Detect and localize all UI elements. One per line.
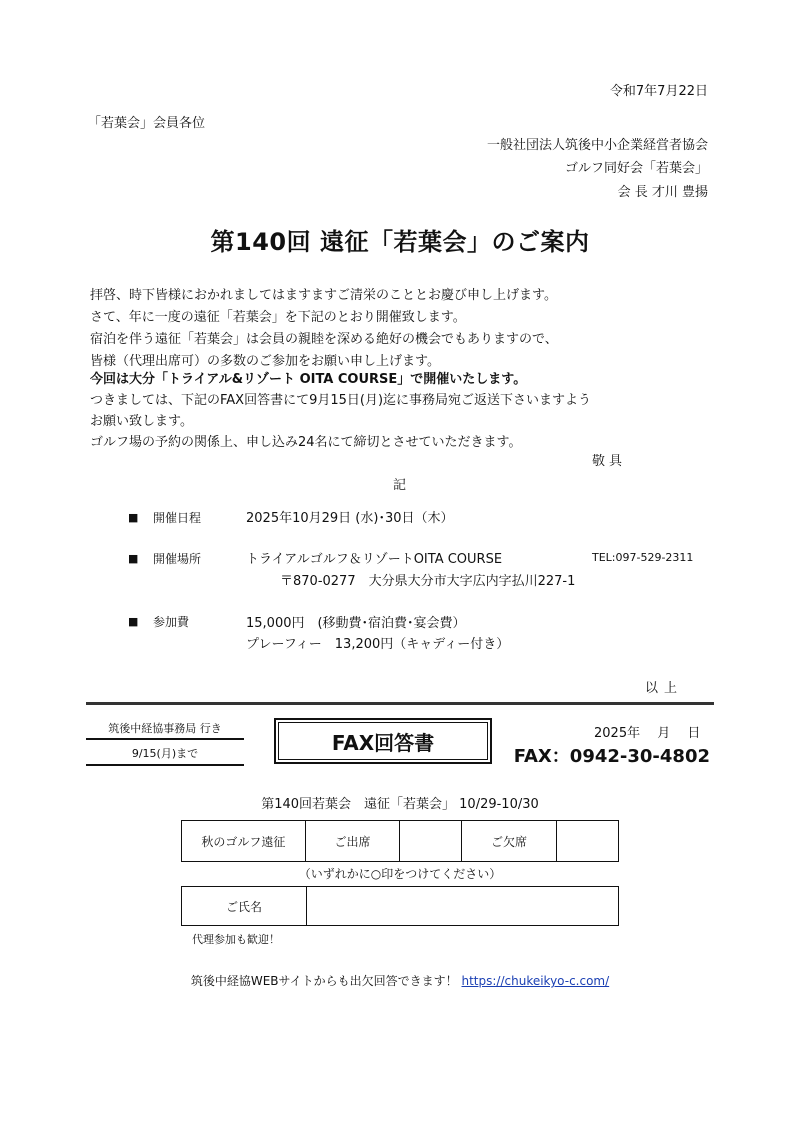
web-reply-text: 筑後中経協WEBサイトからも出欠回答できます！ (190, 974, 458, 988)
table-row (182, 821, 619, 862)
body-line: ゴルフ場の予約の関係上、申し込み24名にて締切とさせていただきます。 (90, 435, 522, 450)
document-date: 令和7年7月22日 (609, 84, 708, 99)
event-summary: 第140回若葉会 遠征「若葉会」 10/29-10/30 (261, 797, 539, 812)
venue-tel: TEL:097-529-2311 (592, 551, 694, 564)
bullet-icon: ■ (128, 511, 139, 524)
bullet-icon: ■ (128, 552, 139, 565)
fee-line-1: 15,000円 (移動費･宿泊費･宴会費） (246, 616, 466, 631)
venue-label: 開催場所 (153, 552, 202, 566)
attendance-table (181, 820, 619, 862)
body-line: 皆様（代理出席可）の多数のご参加をお願い申し上げます。 (90, 354, 440, 369)
body-line: 宿泊を伴う遠征「若葉会」は会員の親睦を深める絶好の機会でもありますので、 (90, 332, 558, 347)
circle-instruction: （いずれかに○印をつけてください） (298, 867, 502, 881)
addressee: 「若葉会」会員各位 (88, 116, 206, 131)
closing-ijou: 以上 (645, 681, 684, 696)
web-reply-line (0, 972, 800, 989)
body-line: 拝啓、時下皆様におかれましてはますますご清栄のこととお慶び申し上げます。 (90, 288, 557, 303)
reply-date-field[interactable]: 2025年 月 日 (594, 726, 701, 741)
body-line: さて、年に一度の遠征「若葉会」を下記のとおり開催致します。 (90, 310, 466, 325)
absent-mark-cell[interactable] (556, 821, 618, 862)
website-link[interactable]: https://chukeikyo-c.com/ (461, 974, 610, 988)
body-line-highlight: 今回は大分「トライアル&リゾート OITA COURSE」で開催いたします。 (90, 372, 527, 387)
date-label: 開催日程 (153, 511, 202, 525)
sender-president: 会 長 才川 豊揚 (617, 185, 708, 200)
proxy-note: 代理参加も歓迎！ (192, 933, 280, 946)
venue-address: 〒870-0277 大分県大分市大字広内字払川227-1 (280, 574, 576, 589)
ki-marker: 記 (393, 478, 407, 493)
absent-label-cell: ご欠席 (462, 821, 556, 862)
name-table (181, 886, 619, 926)
attend-label-cell: ご出席 (305, 821, 399, 862)
page-title: 第140回 遠征「若葉会」のご案内 (210, 228, 590, 256)
fee-line-2: プレーフィー 13,200円（キャディー付き） (246, 637, 510, 652)
fax-number: FAX：0942-30-4802 (513, 746, 710, 767)
body-line: お願い致します。 (90, 414, 193, 429)
table-row (182, 887, 619, 926)
bullet-icon: ■ (128, 615, 139, 628)
fax-deadline: 9/15(月)まで (131, 747, 199, 760)
sender-club: ゴルフ同好会「若葉会」 (564, 161, 708, 176)
fax-form-title: FAX回答書 (274, 718, 492, 764)
sender-organization: 一般社団法人筑後中小企業経営者協会 (486, 138, 708, 153)
recipient-underline (86, 738, 244, 740)
fee-label: 参加費 (153, 615, 190, 629)
section-divider (86, 702, 714, 705)
closing-keigu: 敬具 (592, 454, 627, 469)
name-label-cell: ご氏名 (182, 887, 307, 926)
event-name-cell: 秋のゴルフ遠征 (182, 821, 306, 862)
fax-recipient: 筑後中経協事務局 行き (108, 722, 222, 735)
deadline-underline (86, 764, 244, 766)
name-input-cell[interactable] (307, 887, 619, 926)
body-line: つきましては、下記のFAX回答書にて9月15日(月)迄に事務局宛ご返送下さいますよう (90, 393, 592, 408)
date-value: 2025年10月29日 (水)･30日（木） (246, 511, 454, 526)
attend-mark-cell[interactable] (400, 821, 462, 862)
venue-name: トライアルゴルフ＆リゾートOITA COURSE (246, 552, 503, 567)
